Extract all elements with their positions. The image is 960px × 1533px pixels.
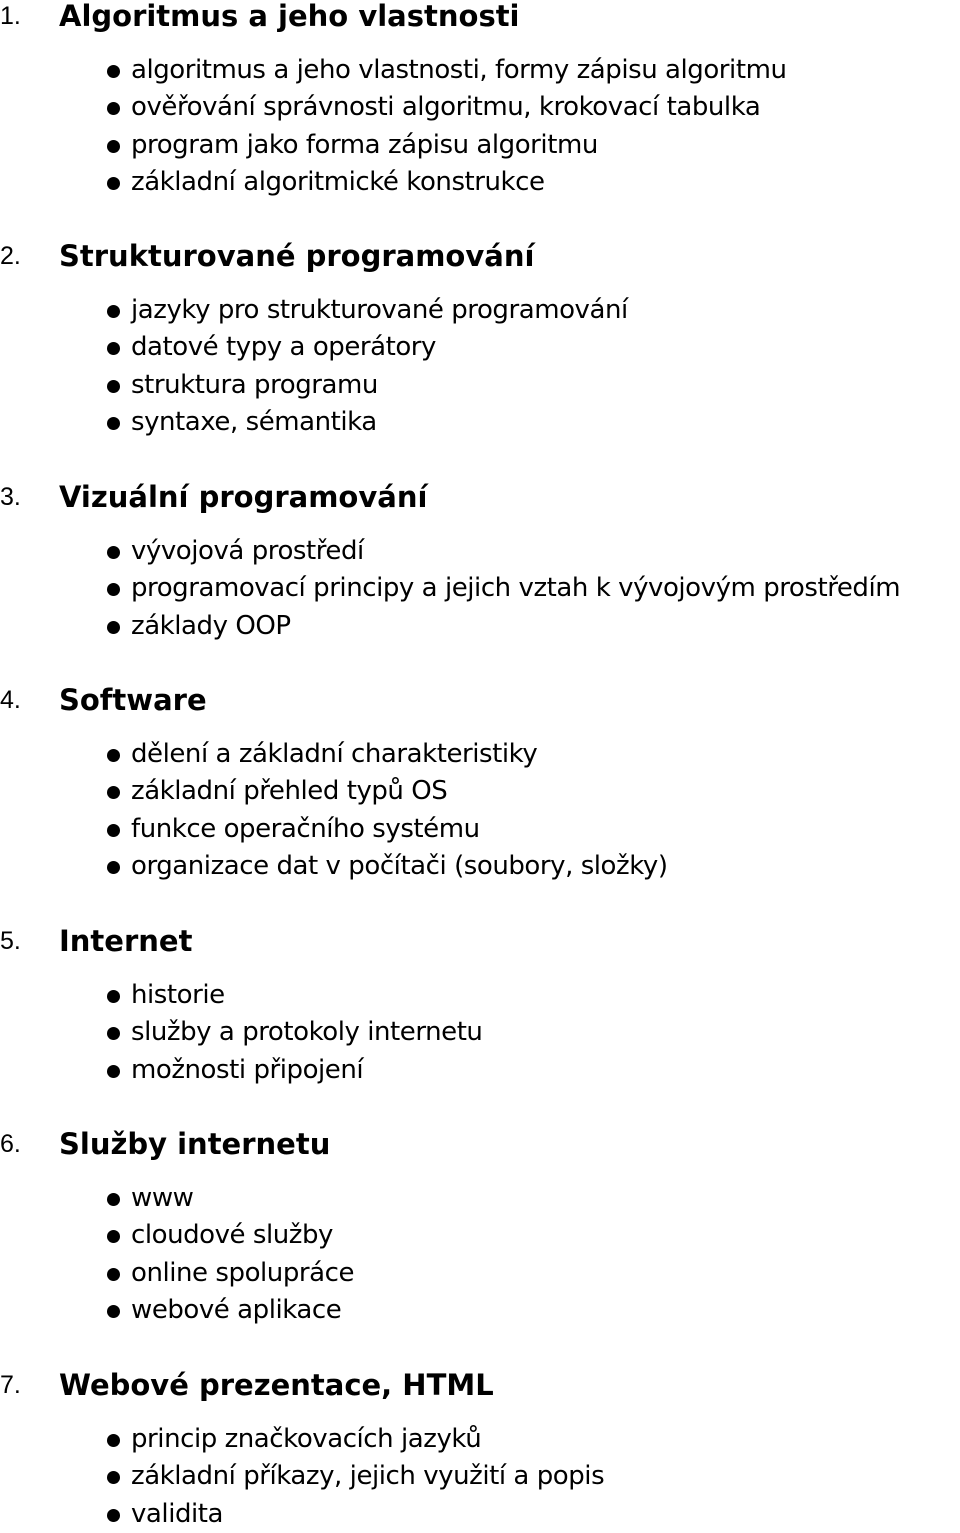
section-heading xyxy=(0,1126,960,1162)
list-item-text: základní přehled typů OS xyxy=(131,776,448,807)
bullet-list xyxy=(0,52,960,201)
list-item-text: syntaxe, sémantika xyxy=(131,406,377,437)
list-item-text: základní příkazy, jejich využití a popis xyxy=(131,1461,605,1492)
bullet-icon xyxy=(107,140,120,153)
list-item xyxy=(0,164,960,201)
bullet-icon xyxy=(107,824,120,837)
bullet-icon xyxy=(107,546,120,559)
list-item-text: webové aplikace xyxy=(131,1294,342,1325)
list-item-text: programovací principy a jejich vztah k vývojovým prostředím xyxy=(131,573,901,604)
section-title: Strukturované programování xyxy=(59,239,535,273)
list-item xyxy=(0,127,960,164)
list-item-text: online spolupráce xyxy=(131,1257,354,1288)
list-item-text: ověřování správnosti algoritmu, krokovací tabulka xyxy=(131,92,761,123)
bullet-icon xyxy=(107,1027,120,1040)
list-item xyxy=(0,1217,960,1254)
list-item xyxy=(0,736,960,773)
list-item-text: služby a protokoly internetu xyxy=(131,1017,483,1048)
bullet-icon xyxy=(107,583,120,596)
list-item-text: datové typy a operátory xyxy=(131,332,436,363)
section-1 xyxy=(0,0,960,197)
bullet-icon xyxy=(107,1471,120,1484)
section-number: 4. xyxy=(0,686,21,714)
section-number: 3. xyxy=(0,483,21,511)
bullet-icon xyxy=(107,1230,120,1243)
list-item-text: historie xyxy=(131,980,225,1010)
list-item xyxy=(0,404,960,441)
section-number: 2. xyxy=(0,242,21,270)
section-number: 7. xyxy=(0,1371,21,1399)
list-item xyxy=(0,1292,960,1329)
bullet-list xyxy=(0,1180,960,1329)
bullet-icon xyxy=(107,1268,120,1281)
section-4 xyxy=(0,682,960,881)
list-item xyxy=(0,533,960,570)
bullet-icon xyxy=(107,621,120,634)
bullet-icon xyxy=(107,65,120,78)
bullet-icon xyxy=(107,861,120,874)
list-item-text: struktura programu xyxy=(131,369,378,400)
list-item xyxy=(0,570,960,607)
section-2 xyxy=(0,238,960,437)
list-item xyxy=(0,52,960,89)
list-item xyxy=(0,811,960,848)
list-item-text: základy OOP xyxy=(131,610,291,641)
bullet-icon xyxy=(107,102,120,115)
section-title: Algoritmus a jeho vlastnosti xyxy=(59,0,520,33)
bullet-icon xyxy=(107,749,120,762)
list-item xyxy=(0,977,960,1014)
list-item-text: dělení a základní charakteristiky xyxy=(131,739,538,769)
section-heading xyxy=(0,0,960,34)
list-item-text: jazyky pro strukturované programování xyxy=(131,295,628,325)
list-item xyxy=(0,89,960,126)
section-heading xyxy=(0,682,960,718)
bullet-list xyxy=(0,1421,960,1533)
list-item xyxy=(0,1496,960,1533)
list-item xyxy=(0,1255,960,1292)
list-item xyxy=(0,329,960,366)
section-title: Software xyxy=(59,683,207,717)
bullet-icon xyxy=(107,1193,120,1206)
section-heading xyxy=(0,923,960,959)
section-5 xyxy=(0,923,960,1085)
section-title: Internet xyxy=(59,924,193,958)
list-item-text: funkce operačního systému xyxy=(131,813,480,844)
bullet-icon xyxy=(107,1065,120,1078)
bullet-icon xyxy=(107,786,120,799)
section-3 xyxy=(0,479,960,641)
bullet-icon xyxy=(107,990,120,1003)
section-number: 1. xyxy=(0,2,21,30)
bullet-icon xyxy=(107,177,120,190)
bullet-icon xyxy=(107,305,120,318)
list-item-text: možnosti připojení xyxy=(131,1054,364,1085)
list-item xyxy=(0,292,960,329)
list-item xyxy=(0,1052,960,1089)
list-item-text: www xyxy=(131,1183,194,1213)
list-item-text: program jako forma zápisu algoritmu xyxy=(131,129,598,160)
list-item xyxy=(0,608,960,645)
list-item-text: organizace dat v počítači (soubory, složky) xyxy=(131,850,668,881)
section-heading xyxy=(0,1367,960,1403)
bullet-list xyxy=(0,292,960,441)
bullet-list xyxy=(0,736,960,885)
bullet-icon xyxy=(107,380,120,393)
list-item xyxy=(0,1014,960,1051)
bullet-icon xyxy=(107,1305,120,1318)
list-item-text: validita xyxy=(131,1498,224,1529)
list-item-text: základní algoritmické konstrukce xyxy=(131,166,545,197)
list-item xyxy=(0,1421,960,1458)
section-heading xyxy=(0,238,960,274)
section-number: 5. xyxy=(0,927,21,955)
list-item-text: vývojová prostředí xyxy=(131,536,364,566)
section-7 xyxy=(0,1367,960,1529)
list-item xyxy=(0,1458,960,1495)
list-item xyxy=(0,773,960,810)
list-item xyxy=(0,367,960,404)
list-item-text: algoritmus a jeho vlastnosti, formy zápisu algoritmu xyxy=(131,55,787,85)
bullet-icon xyxy=(107,1509,120,1522)
bullet-icon xyxy=(107,1434,120,1447)
list-item-text: cloudové služby xyxy=(131,1220,333,1251)
section-title: Webové prezentace, HTML xyxy=(59,1368,494,1402)
list-item-text: princip značkovacích jazyků xyxy=(131,1424,482,1454)
list-item xyxy=(0,1180,960,1217)
bullet-icon xyxy=(107,417,120,430)
section-title: Vizuální programování xyxy=(59,480,428,514)
section-title: Služby internetu xyxy=(59,1127,331,1161)
section-heading xyxy=(0,479,960,515)
list-item xyxy=(0,848,960,885)
section-number: 6. xyxy=(0,1130,21,1158)
bullet-icon xyxy=(107,342,120,355)
bullet-list xyxy=(0,977,960,1089)
section-6 xyxy=(0,1126,960,1325)
bullet-list xyxy=(0,533,960,645)
